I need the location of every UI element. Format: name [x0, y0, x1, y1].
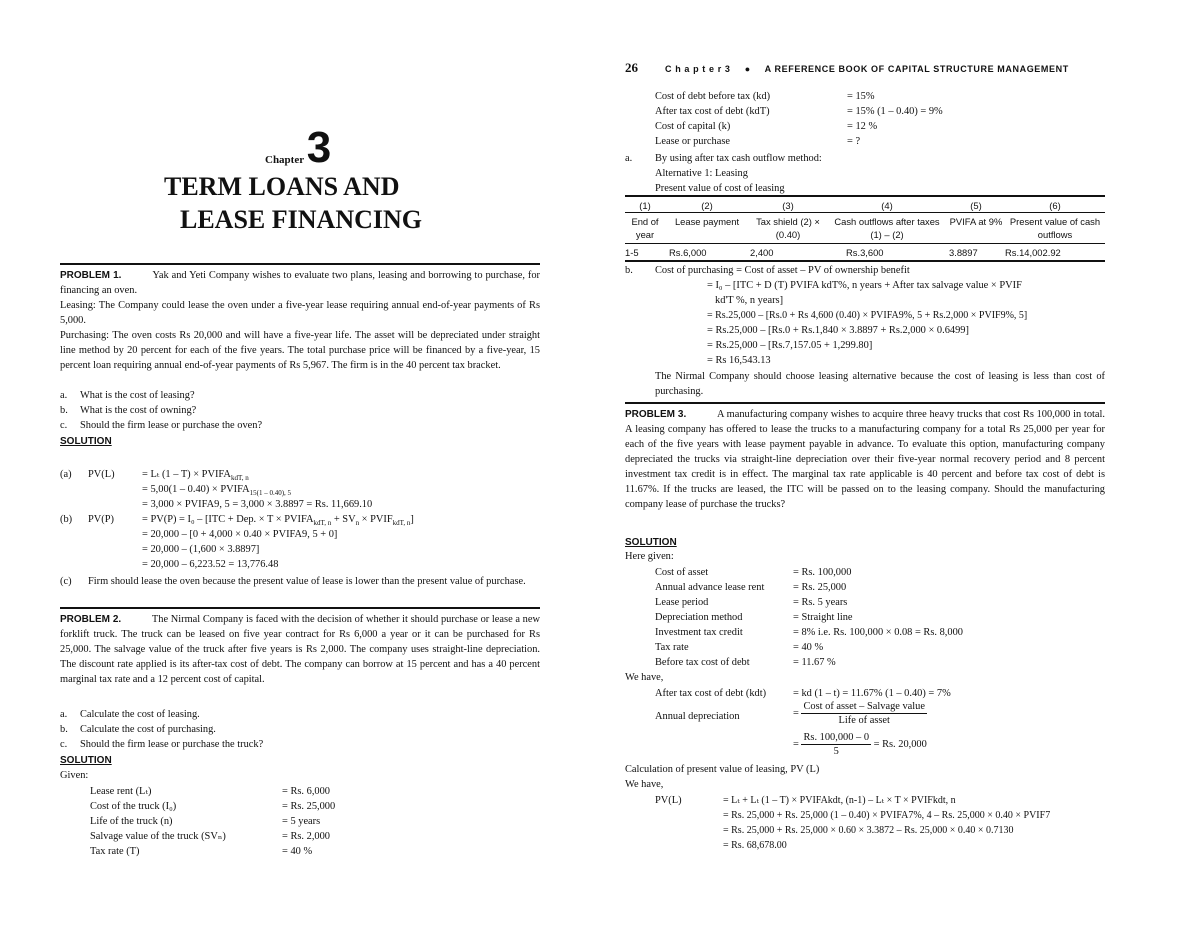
p2-given-cont-1-value: = 15% (1 – 0.40) = 9%: [847, 106, 943, 117]
p3-given-4-label: Investment tax credit: [655, 627, 743, 638]
p2-given-2-label: Life of the truck (n): [90, 816, 173, 827]
p2-part-b-letter: b.: [625, 265, 633, 276]
p2-given-4-label: Tax rate (T): [90, 846, 140, 857]
p2-given-2-value: = 5 years: [282, 816, 321, 827]
problem3-rule: [625, 402, 1105, 404]
p3-dep2-result: = Rs. 20,000: [873, 739, 927, 750]
p1-sol-b-label: (b): [60, 514, 73, 525]
p3-given-2-label: Lease period: [655, 597, 709, 608]
p3-given-4-value: = 8% i.e. Rs. 100,000 × 0.08 = Rs. 8,000: [793, 627, 963, 638]
problem3-intro: PROBLEM 3. A manufacturing company wishes to acquire three heavy trucks that cost Rs 100,000 in total. A leasing company has offered to lease the trucks to a manufacturing company for a total Rs 25,000 per year for each of the five years with lease payment payable in advance. To evaluate this option, manufacturing company depreciated the trucks via straight-line depreciation over their five-year normal recovery period and 8 percent investment tax credit is in effect. The marginal tax rate applicable is 40 percent and before tax cost of debt is 11.67%. If the trucks are leased, the ITC will be passed on to the leasing company. Should the manufacturing company lease of purchase the trucks?: [625, 409, 1105, 510]
p2-part-b-line3: kd'T %, n years]: [715, 295, 784, 306]
p3-dep-calc: = $\frac{Rs. 100,000 - 0}{5}$ = Rs. 20,000: [793, 732, 927, 757]
p3-we-have2: We have,: [625, 779, 664, 790]
p2-given-1-label: Cost of the truck (I₀): [90, 801, 177, 812]
p3-dep2-denominator: 5: [833, 746, 839, 757]
problem1-question-a: a. What is the cost of leasing?: [60, 390, 195, 401]
p1-sol-a-label: (a): [60, 469, 72, 480]
problem2-question-a: a. Calculate the cost of leasing.: [60, 709, 200, 720]
p2-given-4-value: = 40 %: [282, 846, 313, 857]
p2-part-b-line4: = Rs.25,000 – [Rs.0 + Rs 4,600 (0.40) × PVIFA9%, 5 + Rs.2,000 × PVIF9%, 5]: [707, 310, 1028, 321]
table-header-pvifa: PVIFA at 9%: [949, 216, 1003, 227]
p2-part-b-line2: = I₀ – [ITC + D (T) PVIFA kdT%, n years + After tax salvage value × PVIF: [707, 280, 1022, 291]
p3-given-2-value: = Rs. 5 years: [793, 597, 848, 608]
p3-given-0-label: Cost of asset: [655, 567, 709, 578]
header-book-title: A REFERENCE BOOK OF CAPITAL STRUCTURE MANAGEMENT: [764, 64, 1069, 74]
p2-part-a-letter: a.: [625, 153, 633, 164]
p1-sol-b1: = PV(P) = I₀ – [ITC + Dep. × $T \times PVIFA_{kdT, n} + SV_n$ × $PVIF_{kdT, n}$]: [142, 514, 414, 528]
p2-given-0-label: Lease rent (Lₜ): [90, 786, 152, 797]
p2-part-b-line1: Cost of purchasing = Cost of asset – PV of ownership benefit: [655, 265, 910, 276]
problem1-heading: PROBLEM 1.: [60, 270, 122, 281]
table-header-outflow: Cash outflows after taxes (1) – (2): [834, 216, 940, 240]
p3-pv-line4: = Rs. 68,678.00: [723, 840, 787, 851]
p3-after-tax-label: After tax cost of debt (kdt): [655, 688, 767, 699]
p3-annual-dep-label: Annual depreciation: [655, 711, 740, 722]
bullet-icon: ●: [744, 64, 751, 74]
problem1-leasing: Leasing: The Company could lease the oven under a five-year lease requiring annual end-of-year payments of Rs 5,000.: [60, 300, 540, 326]
problem2-question-c: c. Should the firm lease or purchase the truck?: [60, 739, 264, 750]
p2-given-cont-2-value: = 12 %: [847, 121, 878, 132]
p3-given-6-label: Before tax cost of debt: [655, 657, 750, 668]
problem2-given-label: Given:: [60, 770, 89, 781]
problem3-heading: PROBLEM 3.: [625, 409, 687, 420]
p1-sol-c-label: (c): [60, 576, 72, 587]
table-header-year: End of year: [631, 216, 659, 240]
p2-part-a-line2: Alternative 1: Leasing: [655, 168, 748, 179]
p3-pv-line3: = Rs. 25,000 + Rs. 25,000 × 0.60 × 3.3872 – Rs. 25,000 × 0.40 × 0.7130: [723, 825, 1014, 836]
problem2-question-b: b. Calculate the cost of purchasing.: [60, 724, 216, 735]
page-number: 26: [625, 60, 638, 75]
problem2-rule: [60, 607, 540, 609]
chapter-heading: [265, 123, 332, 172]
p3-dep2-numerator: Rs. 100,000 – 0: [803, 732, 870, 743]
p1-sol-c-text: Firm should lease the oven because the present value of lease is lower than the present value of purchase.: [88, 576, 526, 587]
p3-pv-line1: = Lₜ + Lₜ (1 – T) × PVIFAkdt, (n-1) – Lₜ × T × PVIFkdt, n: [723, 795, 956, 806]
chapter-title-line1: TERM LOANS AND: [164, 172, 400, 201]
table-header-pv: Present value of cash outflows: [1009, 216, 1101, 240]
problem2-heading: PROBLEM 2.: [60, 614, 122, 625]
p3-given-5-value: = 40 %: [793, 642, 824, 653]
p3-given-5-label: Tax rate: [655, 642, 689, 653]
p1-sol-b3: = 20,000 – (1,600 × 3.8897]: [142, 544, 260, 555]
problem3-solution-label: SOLUTION: [625, 537, 677, 548]
p2-given-cont-0-label: Cost of debt before tax (kd): [655, 91, 771, 102]
problem2-intro: PROBLEM 2. The Nirmal Company is faced with the decision of whether it should purchase or lease a new forklift truck. The truck can be leased on five year contract for Rs 6,000 a year or it can be purchased for Rs 25,000. The salvage value of the truck after five years is Rs 2,000. The company uses straight-line depreciation. The discount rate applied is its after-tax cost of debt. The company can borrow at 15 percent and has a 40 percent marginal tax rate and a 12 percent cost of capital.: [60, 614, 540, 685]
p2-given-3-value: = Rs. 2,000: [282, 831, 331, 842]
p3-after-tax-value: = kd (1 – t) = 11.67% (1 – 0.40) = 7%: [793, 688, 951, 699]
p2-part-b-line6: = Rs.25,000 – [Rs.7,157.05 + 1,299.80]: [707, 340, 873, 351]
p3-dep-denominator: Life of asset: [838, 715, 890, 726]
p2-given-cont-3-label: Lease or purchase: [655, 136, 731, 147]
p2-part-b-line5: = Rs.25,000 – [Rs.0 + Rs.1,840 × 3.8897 + Rs.2,000 × 0.6499]: [707, 325, 969, 336]
p3-pv-line2: = Rs. 25,000 + Rs. 25,000 (1 – 0.40) × PVIFA7%, 4 – Rs. 25,000 × 0.40 × PVIF7: [723, 810, 1051, 821]
problem2-solution-label: SOLUTION: [60, 755, 112, 766]
problem1-question-b: b. What is the cost of owning?: [60, 405, 197, 416]
p3-given-3-value: = Straight line: [793, 612, 853, 623]
chapter-label: Chapter: [265, 154, 305, 166]
p2-given-3-label: Salvage value of the truck (SVₙ): [90, 831, 226, 842]
p1-sol-a-lhs: PV(L): [88, 469, 115, 480]
p3-dep-numerator: Cost of asset – Salvage value: [803, 701, 925, 712]
running-header: [665, 62, 1069, 77]
p2-part-a-line3: Present value of cost of leasing: [655, 183, 785, 194]
p2-given-cont-3-value: = ?: [847, 136, 861, 147]
p2-given-1-value: = Rs. 25,000: [282, 801, 336, 812]
p2-part-b-line7: = Rs 16,543.13: [707, 355, 771, 366]
p1-sol-a3: = 3,000 × PVIFA9, 5 = 3,000 × 3.8897 = Rs. 11,669.10: [142, 499, 373, 510]
p1-sol-a1: = Lₜ $(1 - T) \times PVIFA_{kdT, n}$: [142, 469, 249, 483]
p3-given-6-value: = 11.67 %: [793, 657, 836, 668]
p3-given-0-value: = Rs. 100,000: [793, 567, 852, 578]
p3-dep-formula: = $\frac{\text{Cost of asset – Salvage value}}{\text{Life of asset}}$: [793, 701, 925, 726]
p3-here-given: Here given:: [625, 551, 674, 562]
problem1-purchasing: Purchasing: The oven costs Rs 20,000 and will have a five-year life. The asset will be depreciated under straight line method by 20 percent for each of the five years. The total purchase price will be financed by a five-year, 15 percent loan requiring annual end-of-year payments of Rs 5,967. The firm is in the 40 percent tax bracket.: [60, 330, 540, 371]
p3-we-have: We have,: [625, 672, 664, 683]
chapter-number: 3: [306, 123, 332, 172]
p1-sol-b4: = 20,000 – 6,223.52 = 13,776.48: [142, 559, 279, 570]
p1-sol-b-lhs: PV(P): [88, 514, 114, 525]
p3-given-1-value: = Rs. 25,000: [793, 582, 847, 593]
p2-conclusion: The Nirmal Company should choose leasing alternative because the cost of leasing is less than cost of purchasing.: [655, 371, 1105, 397]
p1-sol-b2: = 20,000 – [0 + 4,000 × 0.40 × PVIFA9, 5 + 0]: [142, 529, 338, 540]
problem1-question-c: c. Should the firm lease or purchase the oven?: [60, 420, 263, 431]
p2-part-a-line1: By using after tax cash outflow method:: [655, 153, 822, 164]
problem1-solution-label: SOLUTION: [60, 436, 112, 447]
p2-given-cont-0-value: = 15%: [847, 91, 875, 102]
p2-given-cont-2-label: Cost of capital (k): [655, 121, 731, 132]
table-header-lease: Lease payment: [674, 216, 740, 227]
p3-pv-lhs: PV(L): [655, 795, 682, 806]
problem1-rule: [60, 263, 540, 265]
chapter-title-line2: LEASE FINANCING: [180, 205, 422, 234]
p1-sol-a2: = $5,00(1 - 0.40) \times PVIFA_{15(1 - 0.40), 5}$: [142, 484, 292, 498]
p3-calc-label: Calculation of present value of leasing, PV (L): [625, 764, 820, 775]
p3-given-1-label: Annual advance lease rent: [655, 582, 765, 593]
header-chapter: C h a p t e r 3: [665, 64, 731, 74]
table-row: 1-5: [625, 247, 639, 258]
table-header-shield: Tax shield (2) × (0.40): [756, 216, 820, 240]
p3-given-3-label: Depreciation method: [655, 612, 743, 623]
p2-given-0-value: = Rs. 6,000: [282, 786, 331, 797]
problem1-intro: PROBLEM 1. Yak and Yeti Company wishes to evaluate two plans, leasing and borrowing to purchase, for financing an oven.: [60, 270, 541, 296]
p2-given-cont-1-label: After tax cost of debt (kdT): [655, 106, 770, 117]
